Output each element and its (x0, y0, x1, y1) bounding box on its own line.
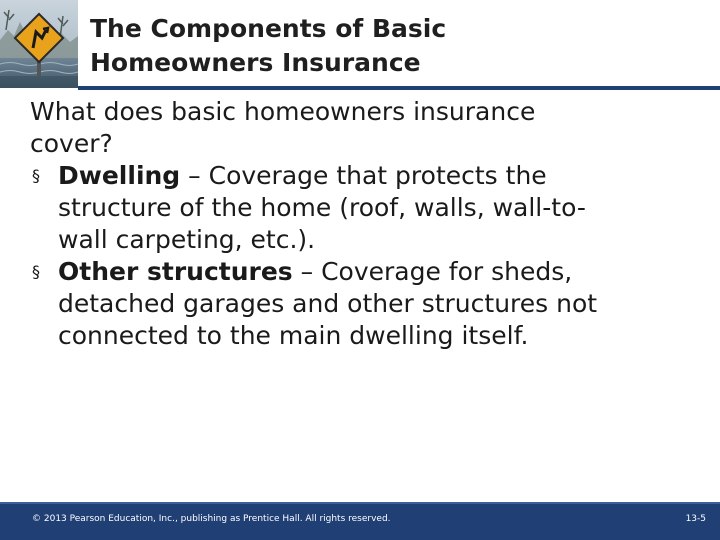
bullet-line: connected to the main dwelling itself. (58, 321, 529, 350)
bullet-line: detached garages and other structures not (58, 289, 598, 318)
bullet-marker-icon: § (32, 166, 40, 185)
slide-title (90, 12, 690, 80)
bullet-line: – Coverage for sheds, (292, 257, 573, 286)
bullet-marker-icon: § (32, 262, 40, 281)
intro-question (30, 96, 690, 160)
bullet-line: – Coverage that protects the (180, 161, 547, 190)
slide-body (30, 96, 690, 352)
bullet-line: wall carpeting, etc.). (58, 225, 316, 254)
slide-title-line-2: Homeowners Insurance (90, 48, 421, 77)
bullet-line: structure of the home (roof, walls, wall-to- (58, 193, 586, 222)
flooded-road-sign-icon (0, 0, 78, 88)
intro-line-2: cover? (30, 129, 113, 158)
copyright-notice: © 2013 Pearson Education, Inc., publishing as Prentice Hall. All rights reserved. (32, 514, 391, 524)
page-number: 13-5 (685, 514, 706, 524)
intro-line-1: What does basic homeowners insurance (30, 97, 536, 126)
bullet-dwelling (30, 160, 690, 256)
footer-divider (0, 502, 720, 504)
slide-footer (0, 502, 720, 540)
slide-title-line-1: The Components of Basic (90, 14, 447, 43)
bullet-term: Dwelling (58, 161, 181, 190)
bullet-term: Other structures (58, 257, 293, 286)
title-divider (78, 86, 720, 90)
bullet-other-structures (30, 256, 690, 352)
